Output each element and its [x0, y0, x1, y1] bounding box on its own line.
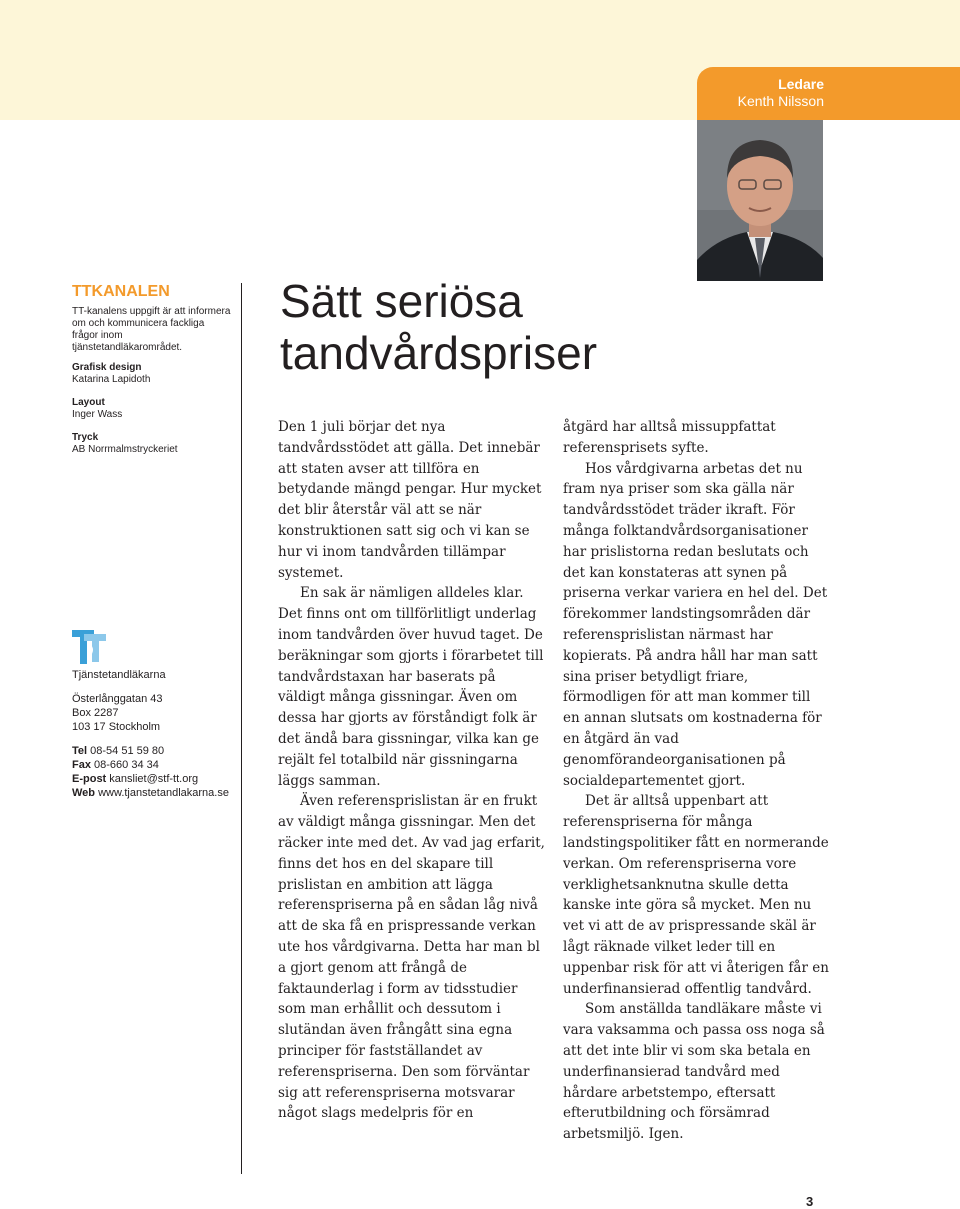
contact-label: Web	[72, 787, 96, 799]
article-paragraph: Som anställda tandläkare måste vi vara vaksamma och passa oss noga så att det inte blir vi som ska betala en underfinansierad tandvård med hårdare arbetstempo, eftersatt efterutbildning och försämrad arbetsmiljö. Igen.	[563, 1001, 825, 1143]
contact-email	[72, 772, 242, 786]
article-column-1	[278, 417, 546, 1124]
credit-design	[72, 362, 232, 386]
address-line: Österlånggatan 43	[72, 693, 163, 705]
contact-value[interactable]: www.tjanstetandlakarna.se	[98, 787, 229, 799]
brand-title: TTKANALEN	[72, 283, 170, 300]
org-logo-icon	[72, 630, 108, 664]
section-tab	[697, 67, 960, 120]
mission-statement: TT-kanalens uppgift är att informera om och kommunicera fackliga frågor inom tjänstetandläkarområdet.	[72, 306, 231, 353]
article-paragraph: åtgärd har alltså missuppfattat referensprisets syfte.	[563, 419, 776, 456]
credit-layout	[72, 397, 232, 421]
address-line: Box 2287	[72, 707, 119, 719]
credit-role: Layout	[72, 397, 105, 408]
credit-name: Inger Wass	[72, 409, 123, 420]
portrait-image	[697, 120, 823, 281]
article-paragraph: Hos vårdgivarna arbetas det nu fram nya priser som ska gälla när tandvårdsstödet träder ikraft. För många folktandvårdsorganisationer har prislistorna redan beslutats och det kan konstateras att synen på priserna verkar variera en hel del. Det förekommer landstingsområden där referensprislistan närmast har kopierats. På andra håll har man satt sina priser betydligt friare, förmodligen för att man kommer till en annan slutsats om kostnaderna för en åtgärd än vad genomförandeorganisationen på socialdepartementet gjort.	[563, 460, 828, 789]
contact-phone	[72, 744, 242, 758]
contact-value[interactable]: kansliet@stf-tt.org	[109, 773, 199, 785]
article-paragraph: Den 1 juli börjar det nya tandvårdsstödet att gälla. Det innebär att staten avser att tillföra en betydande mängd pengar. Hur mycket det blir återstår väl att se när konstruktionen satt sig och vi kan se hur vi inom tandvården tillämpar systemet.	[278, 419, 542, 581]
credit-name: Katarina Lapidoth	[72, 374, 151, 385]
page-number: 3	[806, 1194, 814, 1209]
credit-name: AB Norrmalmstryckeriet	[72, 444, 178, 455]
article-paragraph: En sak är nämligen alldeles klar. Det finns ont om tillförlitligt underlag inom tandvården över huvud taget. De beräkningar som gjorts i förarbetet till tandvårdstaxan har baserats på väldigt många gissningar. Även om dessa har gjorts av förståndigt folk är det ändå bara gissningar, vilka kan ge rejält fel totalbild när gissningarna läggs samman.	[278, 585, 544, 789]
contact-web	[72, 786, 242, 800]
contact-value: 08-54 51 59 80	[90, 745, 165, 757]
article-paragraph: Även referensprislistan är en frukt av väldigt många gissningar. Men det räcker inte med det. Av vad jag erfarit, finns det hos en del skapare till prislistan en ambition att lägga referenspriserna på en sådan låg nivå att de ska få en prispressande verkan ute hos vårdgivarna. Detta har man bl a gjort genom att frångå de faktaunderlag i form av tidsstudier som man erhållit och dessutom i slutändan även frångått sina egna principer för fastställandet av referenspriserna. Den som förväntar sig att referenspriserna motsvarar något slags medelpris för en	[278, 793, 545, 1122]
contact-label: Tel	[72, 745, 88, 757]
contact-block	[72, 668, 242, 800]
credit-role: Tryck	[72, 432, 99, 443]
column-divider	[241, 283, 242, 1174]
author-portrait	[697, 120, 823, 281]
credit-print	[72, 432, 232, 456]
address-line: 103 17 Stockholm	[72, 721, 161, 733]
contact-label: Fax	[72, 759, 91, 771]
article-headline: Sätt seriösa tandvårdspriser	[280, 275, 598, 379]
credit-role: Grafisk design	[72, 362, 142, 373]
masthead	[72, 282, 232, 467]
contact-label: E-post	[72, 773, 107, 785]
article-paragraph: Det är alltså uppenbart att referenspriserna för många landstingspolitiker fått en normerande verkan. Om referenspriserna vore verklighetsanknutna skulle detta kanske inte göra så mycket. Men nu vet vi att de av prispressande skäl är lågt räknade vilket leder till en uppenbar risk för att vi återigen får en underfinansierad offentlig tandvård.	[563, 793, 829, 997]
author-name: Kenth Nilsson	[737, 93, 824, 109]
org-name: Tjänstetandläkarna	[72, 669, 166, 681]
article-column-2	[563, 417, 831, 1145]
contact-fax	[72, 758, 242, 772]
contact-value: 08-660 34 34	[94, 759, 159, 771]
section-label: Ledare	[778, 76, 824, 92]
